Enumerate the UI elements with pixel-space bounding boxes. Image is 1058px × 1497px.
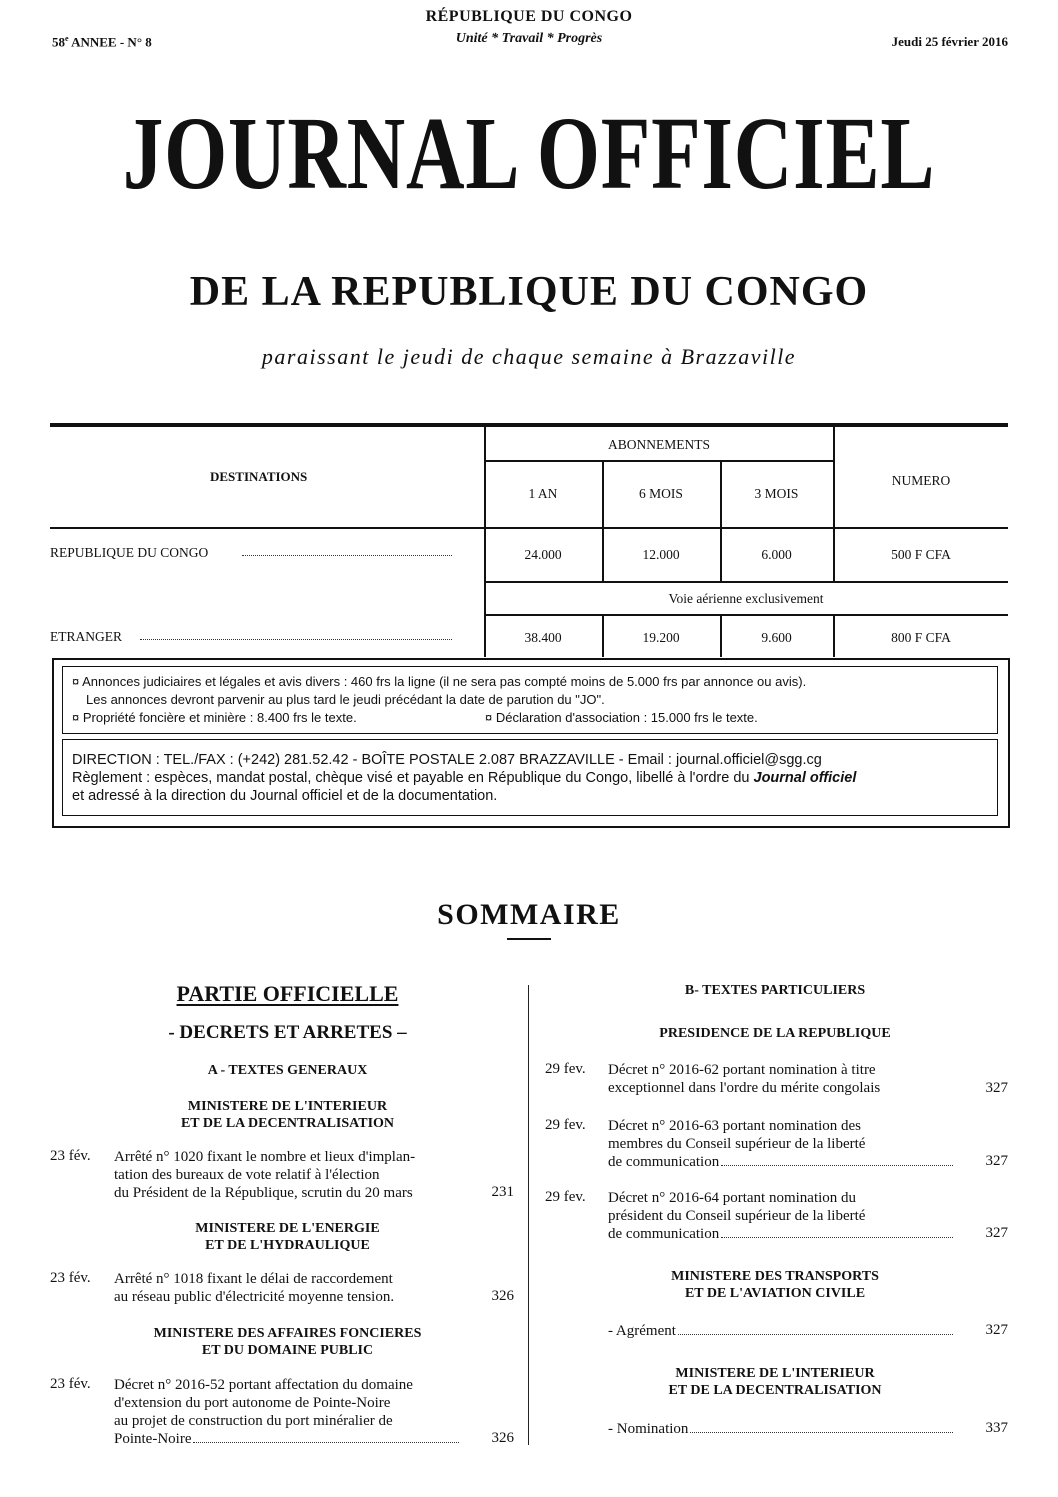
entry-date: 29 fev. <box>545 1117 586 1133</box>
abonnements-underline <box>484 460 834 462</box>
congo-6mois: 12.000 <box>642 547 680 562</box>
leader-dots <box>140 639 452 640</box>
section-a-heading: A - TEXTES GENERAUX <box>207 1063 368 1078</box>
entry-date: 23 fév. <box>50 1148 91 1164</box>
entry-page: 231 <box>491 1184 514 1200</box>
period-3mois: 3 MOIS <box>754 486 799 501</box>
announcement-line-2: Les annonces devront parvenir au plus tard le jeudi précédant la date de parution du "JO". <box>86 692 605 707</box>
entry-text[interactable]: - Nomination <box>608 1420 953 1438</box>
air-row-rule <box>484 614 1008 616</box>
congo-3mois: 6.000 <box>761 547 792 562</box>
entry-page: 327 <box>985 1153 1008 1169</box>
entry-text[interactable]: Décret n° 2016-52 portant affectation du domaine d'extension du port autonome de Pointe-Noire au projet de construction du port minéralier de Pointe-Noire <box>114 1376 459 1448</box>
entry-page: 327 <box>985 1225 1008 1241</box>
etranger-3mois: 9.600 <box>761 630 792 645</box>
numero-header: NUMERO <box>891 473 951 488</box>
entry-page: 326 <box>491 1288 514 1304</box>
congo-numero: 500 F CFA <box>891 547 951 562</box>
direction-contact: DIRECTION : TEL./FAX : (+242) 281.52.42 - BOÎTE POSTALE 2.087 BRAZZAVILLE - Email : journal.officiel@sgg.cg <box>72 752 822 768</box>
etranger-label: ETRANGER <box>50 629 122 644</box>
sommaire-rule <box>507 938 551 940</box>
etranger-1an: 38.400 <box>524 630 562 645</box>
entry-text[interactable]: Décret n° 2016-62 portant nomination à titre exceptionnel dans l'ordre du mérite congolais <box>608 1062 881 1096</box>
period-1an: 1 AN <box>528 486 558 501</box>
republic-name: RÉPUBLIQUE DU CONGO <box>425 8 633 25</box>
entry-date: 29 fev. <box>545 1189 586 1205</box>
entry-date: 23 fév. <box>50 1270 91 1286</box>
entry-page: 326 <box>491 1430 514 1446</box>
destinations-header: DESTINATIONS <box>210 469 308 484</box>
entry-page: 327 <box>985 1322 1008 1338</box>
ministry-heading: MINISTERE DES AFFAIRES FONCIERES ET DU DOMAINE PUBLIC <box>153 1326 422 1358</box>
announcement-line-1: ¤ Annonces judiciaires et légales et avis divers : 460 frs la ligne (il ne sera pas compté moins de 5.000 frs par annonce ou avis). <box>72 674 807 689</box>
issue-number: 58e ANNEE - N° 8 <box>52 34 152 50</box>
entry-date: 29 fev. <box>545 1061 586 1077</box>
announcement-property: ¤ Propriété foncière et minière : 8.400 frs le texte. <box>72 710 357 725</box>
journal-subtitle: DE LA REPUBLIQUE DU CONGO <box>189 269 869 315</box>
air-note: Voie aérienne exclusivement <box>668 591 824 606</box>
congo-row-rule <box>484 581 1008 583</box>
leader-dots <box>242 555 452 556</box>
column-divider <box>528 985 529 1445</box>
entry-text[interactable]: Arrêté n° 1018 fixant le délai de raccordement au réseau public d'électricité moyenne tension. <box>114 1271 395 1305</box>
etranger-numero: 800 F CFA <box>891 630 951 645</box>
national-motto: Unité * Travail * Progrès <box>455 31 603 46</box>
direction-address: et adressé à la direction du Journal officiel et de la documentation. <box>72 788 498 804</box>
congo-label: REPUBLIQUE DU CONGO <box>50 545 209 560</box>
entry-page: 327 <box>985 1080 1008 1096</box>
partie-officielle-heading: PARTIE OFFICIELLE <box>176 981 399 1006</box>
etranger-6mois: 19.200 <box>642 630 680 645</box>
ministry-heading: MINISTERE DES TRANSPORTS ET DE L'AVIATION CIVILE <box>671 1269 879 1301</box>
period-6mois: 6 MOIS <box>639 486 683 501</box>
decrets-heading: - DECRETS ET ARRETES – <box>168 1022 407 1043</box>
ministry-heading: MINISTERE DE L'INTERIEUR ET DE LA DECENTRALISATION <box>180 1099 395 1131</box>
entry-text[interactable]: Décret n° 2016-63 portant nomination des membres du Conseil supérieur de la liberté de communication <box>608 1117 953 1171</box>
entry-page: 337 <box>985 1420 1008 1436</box>
abonnements-header: ABONNEMENTS <box>607 437 710 452</box>
announcement-association: ¤ Déclaration d'association : 15.000 frs le texte. <box>485 710 758 725</box>
journal-tagline: paraissant le jeudi de chaque semaine à Brazzaville <box>261 344 797 369</box>
section-b-heading: B- TEXTES PARTICULIERS <box>684 983 866 998</box>
entry-text[interactable]: Arrêté n° 1020 fixant le nombre et lieux d'implan- tation des bureaux de vote relatif à l'élection du Président de la République, scrutin du 20 mars <box>114 1149 416 1201</box>
entry-text[interactable]: - Agrément <box>608 1322 953 1340</box>
direction-reglement: Règlement : espèces, mandat postal, chèque visé et payable en République du Congo, libellé à l'ordre du Journal officiel <box>72 770 857 786</box>
ministry-heading: MINISTERE DE L'INTERIEUR ET DE LA DECENTRALISATION <box>668 1366 882 1398</box>
sommaire-title: SOMMAIRE <box>437 898 621 931</box>
congo-1an: 24.000 <box>524 547 562 562</box>
header-bottom-rule <box>50 527 1008 529</box>
col-divider <box>484 427 486 657</box>
issue-date: Jeudi 25 février 2016 <box>891 34 1008 49</box>
presidence-heading: PRESIDENCE DE LA REPUBLIQUE <box>659 1026 891 1041</box>
entry-date: 23 fév. <box>50 1376 91 1392</box>
ministry-heading: MINISTERE DE L'ENERGIE ET DE L'HYDRAULIQUE <box>195 1221 380 1253</box>
table-top-rule <box>50 423 1008 427</box>
entry-text[interactable]: Décret n° 2016-64 portant nomination du président du Conseil supérieur de la liberté de communication <box>608 1189 953 1243</box>
journal-title: JOURNAL OFFICIEL <box>122 96 936 211</box>
